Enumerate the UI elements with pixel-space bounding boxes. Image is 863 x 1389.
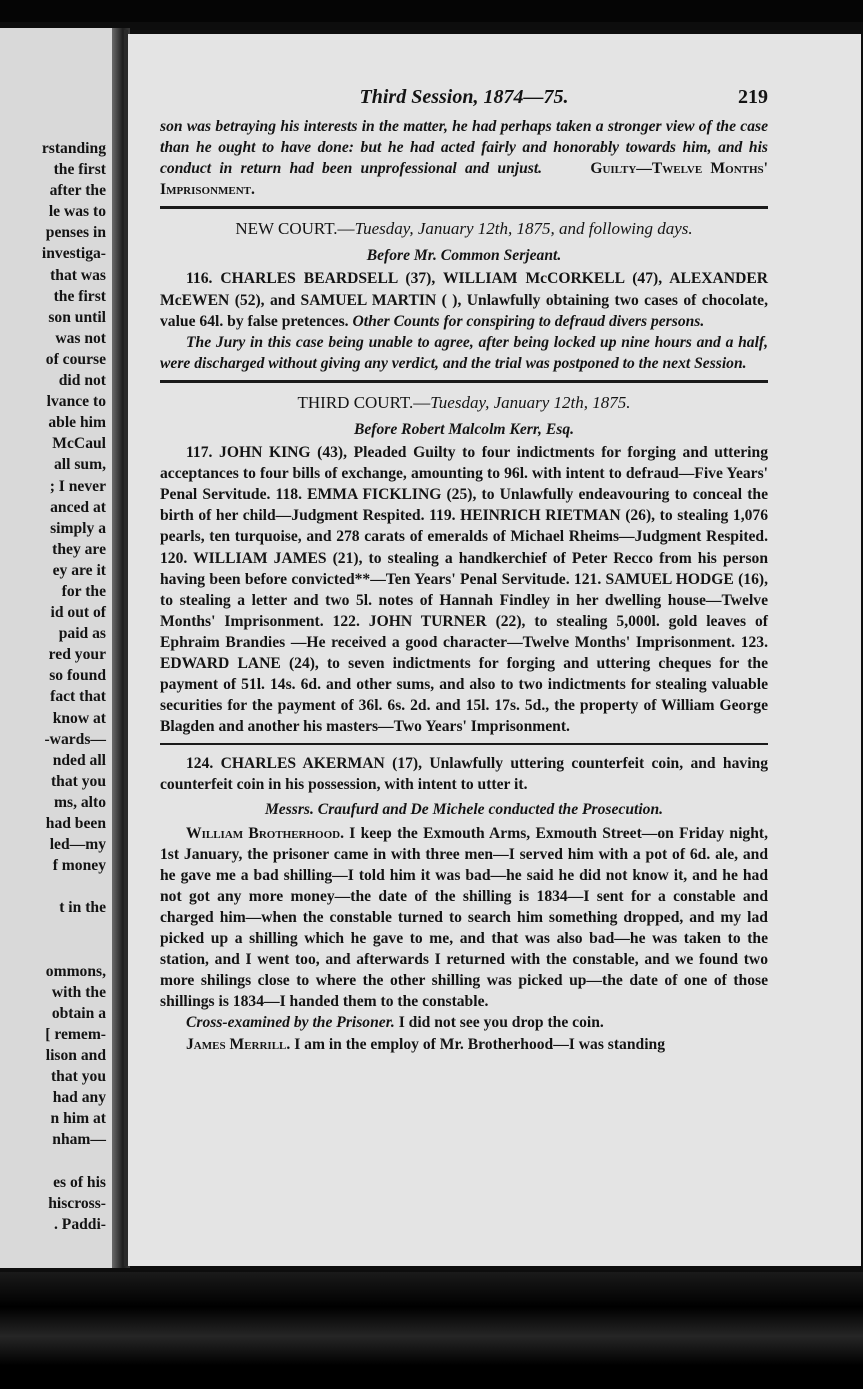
left-page-line [0,1151,106,1172]
left-page-line: f money [52,857,106,875]
left-page-line: the first [53,161,106,179]
cross-examination: Cross-examined by the Prisoner. I did not see you drop the coin. [186,1014,604,1032]
witness-merrill: James Merrill. I am in the employ of Mr. Brotherhood—I was standing [186,1035,666,1053]
left-page-line: [ remem- [45,1025,106,1043]
left-page-line: lison and [45,1047,106,1065]
left-page-line: penses in [45,224,106,242]
left-page-line: know at [52,709,106,727]
left-page-line: the first [53,287,106,305]
new-court-heading: NEW COURT.—Tuesday, January 12th, 1875, and following days. [235,219,693,239]
left-page-line: McCaul [52,435,106,453]
left-page-line: lvance to [46,393,106,411]
third-court-heading: THIRD COURT.—Tuesday, January 12th, 1875. [297,392,631,412]
left-page-line: able him [48,414,106,432]
left-page-line [0,940,106,961]
left-page-line: nham— [52,1131,106,1149]
case-124: 124. CHARLES AKERMAN (17), Unlawfully uttering counterfeit coin, and having counterfeit coin in his possession, with intent to utter it. [160,755,768,794]
jury-note: The Jury in this case being unable to agree, after being locked up nine hours and a half, were discharged without giving any verdict, and the trial was postponed to the next Session. [160,333,768,372]
left-page-line: all sum, [54,456,106,474]
left-page-line: for the [61,582,106,600]
left-page-text [0,138,106,1235]
section-rule [160,380,768,383]
left-page-line: n him at [50,1110,106,1128]
left-page-line: rstanding [41,140,106,157]
session-title: Third Session, 1874—75. [359,86,569,108]
left-page-line: fact that [50,688,106,706]
left-page-line: so found [49,667,106,685]
left-page [0,28,112,1268]
scan-border-bottom [0,1272,863,1389]
left-page-line: paid as [58,625,106,643]
left-page-line: anced at [50,498,106,516]
left-page-line: was not [55,329,106,347]
left-page-line: . Paddi- [54,1215,106,1233]
left-page-line: investiga- [41,245,106,263]
left-page-line: ms, alto [54,793,106,811]
left-page-line: nded all [52,751,106,769]
prosecution-note: Messrs. Craufurd and De Michele conducted the Prosecution. [264,800,664,818]
left-page-line: id out of [50,604,106,622]
left-page-line: obtain a [51,1004,106,1022]
section-rule [160,206,768,209]
new-court-judge: Before Mr. Common Serjeant. [366,247,562,265]
page-content [160,86,768,1055]
cases-117-123: 117. JOHN KING (43), Pleaded Guilty to four indictments for forging and uttering acceptances to four bills of exchange, amounting to 96l. with intent to defraud—Five Years' Penal Servitude. 118. EMMA FICKLING (25), to Unlawfully endeavouring to conceal the birth of her child—Judgment Respited. 119. HEINRICH RIETMAN (26), to stealing 1,076 pearls, ten turquoise, and 278 carats of emeralds of Michael Rheims—Judgment Respited. 120. WILLIAM JAMES (21), to stealing a handkerchief of Peter Recco from his person having been before convicted**—Ten Years' Penal Servitude. 121. SAMUEL HODGE (16), to stealing a letter and two 5l. notes of Hannah Findley in her dwelling house—Twelve Months' Imprisonment. 122. JOHN TURNER (22), to stealing 5,000l. gold leaves of Ephraim Brandies —He received a good character—Twelve Months' Imprisonment. 123. EDWARD LANE (24), to seven indictments for forging and uttering cheques for the payment of 51l. 14s. 6d. and other sums, and also to two indictments for stealing valuable securities for the payment of 36l. 6s. 2d. and 15l. 17s. 5d., the property of William George Blagden and another his masters—Two Years' Imprisonment. [160,444,768,736]
case-116: 116. CHARLES BEARDSELL (37), WILLIAM McCORKELL (47), ALEXANDER McEWEN (52), and SAMUEL MARTIN ( ), Unlawfully obtaining two cases of chocolate, value 64l. by false pretences. Other Counts for conspiring to defraud divers persons. [160,270,768,330]
left-page-line: of course [45,350,106,368]
left-page-line: led—my [49,836,106,854]
verdict: Guilty—Twelve Months' Imprisonment. [160,160,768,199]
page-number: 219 [738,86,768,108]
scan-border-top [0,0,863,22]
opening-paragraph: son was betraying his interests in the matter, he had perhaps taken a stronger view of the case than he ought to have done: but he had acted fairly and honorably towards him, and his conduct in return had been unprofessional and unjust. Guilty—Twelve Months' Imprisonment. [160,118,768,199]
left-page-line: hiscross- [48,1194,106,1212]
left-page-line: had any [52,1089,106,1107]
third-court-judge: Before Robert Malcolm Kerr, Esq. [353,420,575,438]
left-page-line: they are [52,540,106,558]
left-page-line: that you [50,1068,106,1086]
left-page-line: red your [48,646,106,664]
left-page-line: -wards— [44,730,106,748]
left-page-line: after the [49,182,106,200]
left-page-line: had been [45,815,106,832]
left-page-line: t in the [59,899,106,917]
right-page [128,34,861,1266]
left-page-line: with the [51,983,106,1001]
left-page-line: simply a [50,519,106,537]
witness-brotherhood: William Brotherhood. I keep the Exmouth Arms, Exmouth Street—on Friday night, 1st January, the prisoner came in with three men—I served him with a pot of 6d. ale, and he gave me a bad shilling—I told him it was bad—he said he did not know it, and he had not got any more money—the date of the shilling is 1834—I sent for a constable and charged him—when the constable turned to search him something dropped, and my lad picked up a shilling which he gave to me, and that was also bad—he was taken to the station, and I went too, and afterwards I returned with the constable, and we found two more shilings close to where the other shilling was picked up—the date of one of those shillings is 1834—I handed them to the constable. [160,824,768,1011]
left-page-line: did not [58,372,106,390]
section-rule [160,743,768,745]
left-page-line [0,876,106,897]
running-header [160,86,768,116]
left-page-line: le was to [48,203,106,221]
left-page-line: ; I never [49,477,106,495]
left-page-line: son until [48,308,106,326]
left-page-line: ey are it [52,561,106,579]
left-page-line [0,918,106,939]
left-page-line: es of his [53,1173,106,1191]
left-page-line: ommons, [45,962,106,980]
left-page-line: that was [50,266,106,284]
left-page-line: that you [50,772,106,790]
